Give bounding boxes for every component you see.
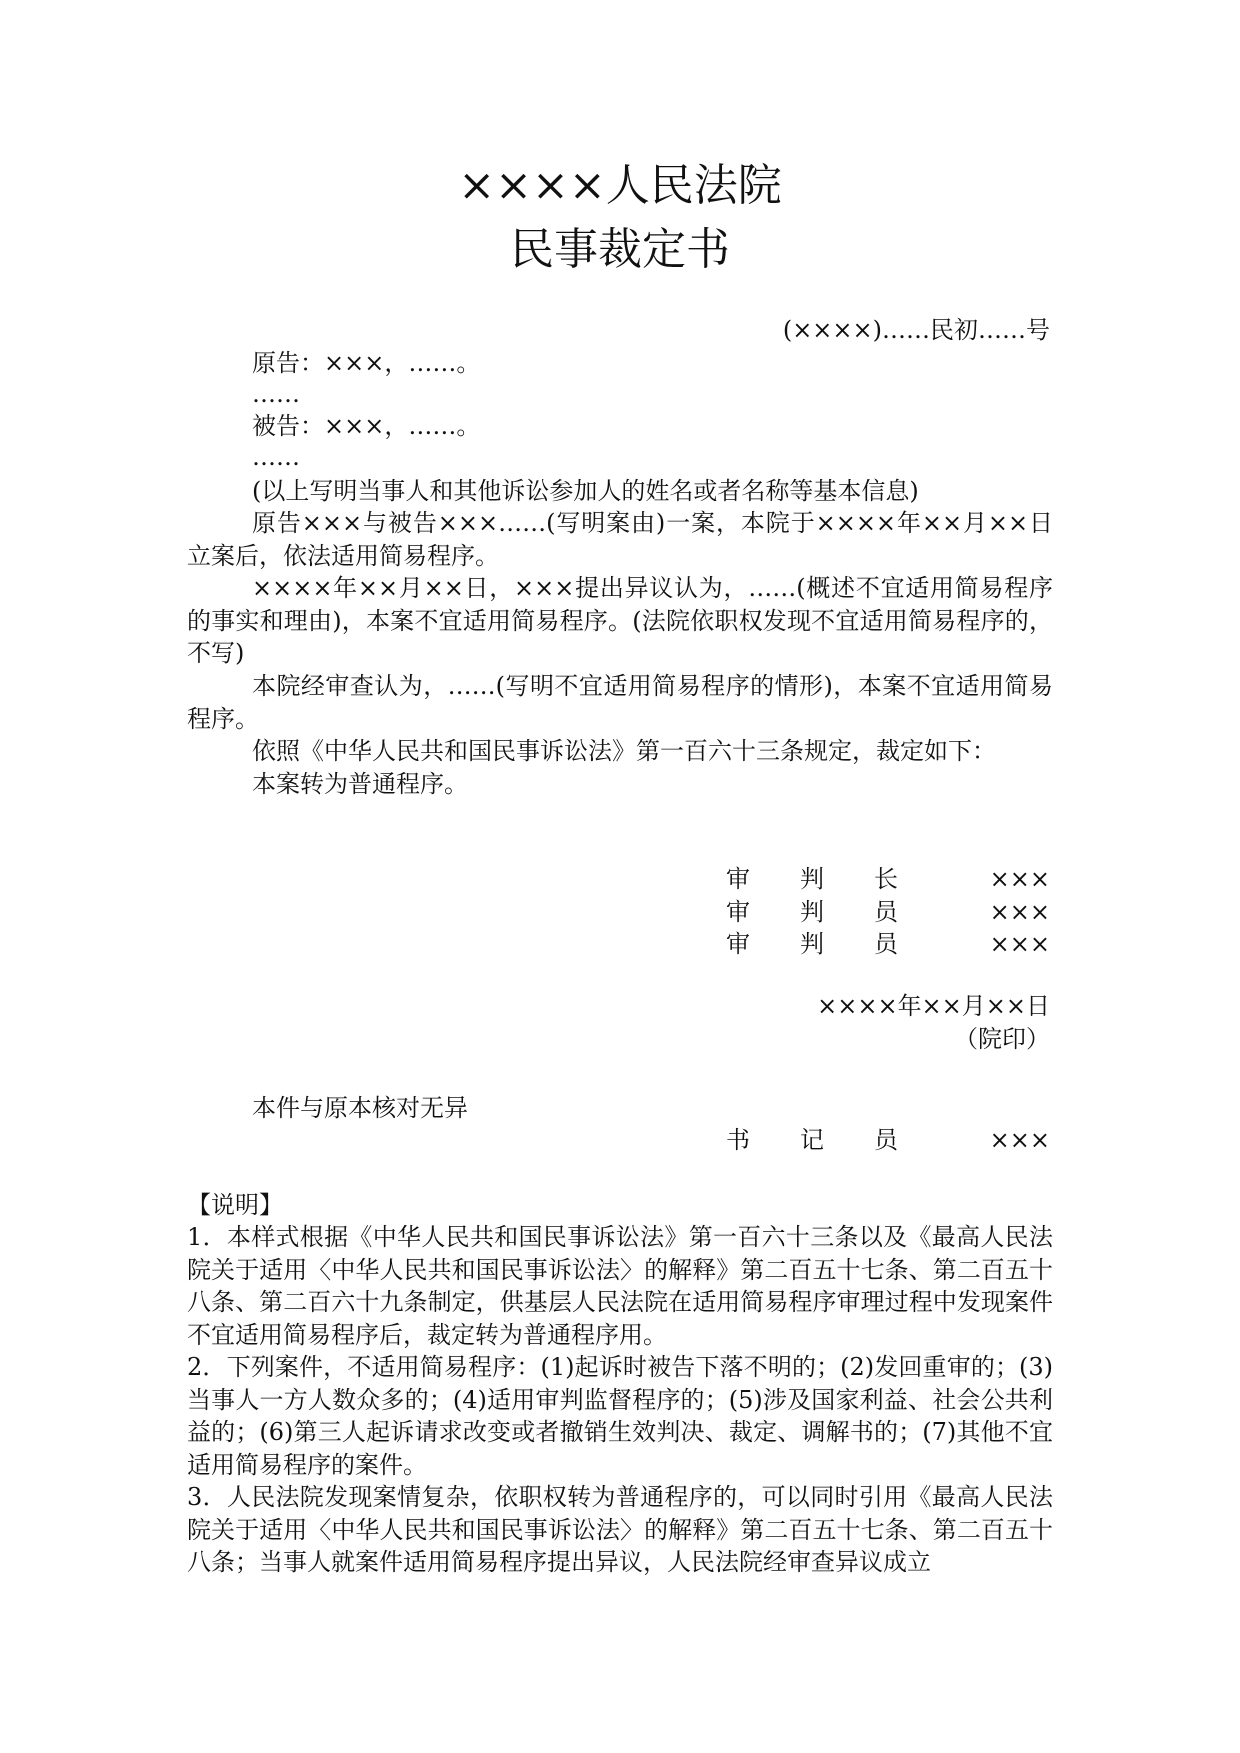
role-char: 审 xyxy=(726,898,750,926)
body-paragraph-case-intro: 原告×××与被告×××……(写明案由)一案，本院于××××年××月××日立案后，依法适用简易程序。 xyxy=(187,509,1053,570)
role-char: 判 xyxy=(800,865,824,893)
defendant-line: 被告：×××，……。 xyxy=(252,412,481,440)
signature-judge-1 xyxy=(726,896,1050,928)
role-char: 员 xyxy=(874,930,898,958)
signature-name: ××× xyxy=(989,930,1050,958)
role-char: 判 xyxy=(800,898,824,926)
document-type-title: 民事裁定书 xyxy=(510,224,730,275)
role-char: 员 xyxy=(874,1126,898,1154)
ruling-text: 本案转为普通程序。 xyxy=(252,770,468,798)
signature-judge-2 xyxy=(726,928,1050,960)
role-char: 书 xyxy=(726,1126,750,1154)
signature-name: ××× xyxy=(989,898,1050,926)
signature-name: ××× xyxy=(989,1126,1050,1154)
body-paragraph-objection: ××××年××月××日，×××提出异议认为，……(概述不宜适用简易程序的事实和理由)，本案不宜适用简易程序。(法院依职权发现不宜适用简易程序的，不写) xyxy=(187,574,1053,667)
note-item-1: 1．本样式根据《中华人民共和国民事诉讼法》第一百六十三条以及《最高人民法院关于适用〈中华人民共和国民事诉讼法〉的解释》第二百五十七条、第二百五十八条、第二百六十九条制定，供基层人民法院在适用简易程序审理过程中发现案件不宜适用简易程序后，裁定转为普通程序用。 xyxy=(187,1223,1053,1349)
court-seal-note: （院印） xyxy=(954,1025,1050,1053)
case-number: (××××)……民初……号 xyxy=(782,316,1050,344)
role-char: 审 xyxy=(726,865,750,893)
signature-presiding-judge xyxy=(726,863,1050,895)
court-name: ××××人民法院 xyxy=(458,160,782,211)
signature-name: ××× xyxy=(989,865,1050,893)
plaintiff-line: 原告：×××，……。 xyxy=(252,349,481,377)
party-ellipsis-2: …… xyxy=(252,443,300,471)
role-char: 长 xyxy=(874,865,898,893)
signature-clerk xyxy=(726,1124,1050,1156)
role-char: 判 xyxy=(800,930,824,958)
notes-heading: 【说明】 xyxy=(187,1191,283,1219)
role-char: 审 xyxy=(726,930,750,958)
note-item-3: 3．人民法院发现案情复杂，依职权转为普通程序的，可以同时引用《最高人民法院关于适用〈中华人民共和国民事诉讼法〉的解释》第二百五十七条、第二百五十八条；当事人就案件适用简易程序提出异议，人民法院经审查异议成立 xyxy=(187,1483,1053,1576)
ruling-date: ××××年××月××日 xyxy=(817,992,1050,1020)
body-paragraph-legal-basis: 依照《中华人民共和国民事诉讼法》第一百六十三条规定，裁定如下： xyxy=(252,737,996,765)
role-char: 记 xyxy=(800,1126,824,1154)
party-ellipsis-1: …… xyxy=(252,380,300,408)
role-char: 员 xyxy=(874,898,898,926)
note-item-2: 2．下列案件，不适用简易程序：(1)起诉时被告下落不明的；(2)发回重审的；(3)当事人一方人数众多的；(4)适用审判监督程序的；(5)涉及国家利益、社会公共利益的；(6)第三人起诉请求改变或者撤销生效判决、裁定、调解书的；(7)其他不宜适用简易程序的案件。 xyxy=(187,1353,1053,1479)
certification-line: 本件与原本核对无异 xyxy=(252,1094,468,1122)
body-paragraph-review: 本院经审查认为，……(写明不宜适用简易程序的情形)，本案不宜适用简易程序。 xyxy=(187,672,1053,733)
parties-note: (以上写明当事人和其他诉讼参加人的姓名或者名称等基本信息) xyxy=(252,477,919,505)
